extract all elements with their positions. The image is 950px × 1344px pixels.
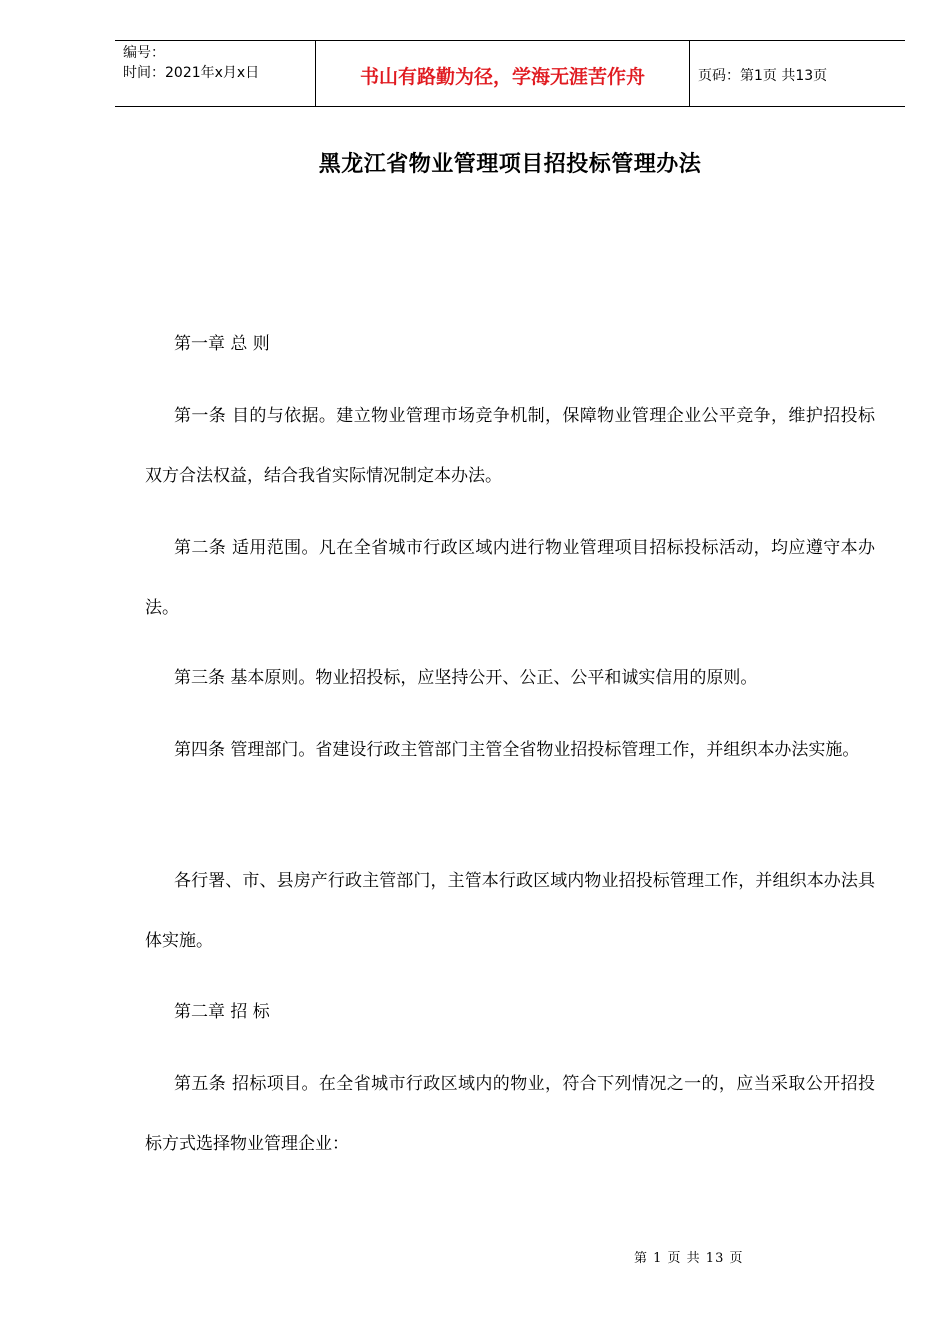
header-meta-cell — [115, 41, 316, 106]
article-paragraph: 各行署、市、县房产行政主管部门，主管本行政区域内物业招投标管理工作，并组织本办法具体实施。 — [145, 871, 875, 951]
article-paragraph: 第五条 招标项目。在全省城市行政区域内的物业，符合下列情况之一的，应当采取公开招投标方式选择物业管理企业： — [145, 1074, 875, 1154]
footer-page-number: 第 1 页 共 13 页 — [634, 1251, 744, 1266]
header-table — [115, 40, 905, 107]
article-paragraph: 第三条 基本原则。物业招投标，应坚持公开、公正、公平和诚实信用的原则。 — [174, 668, 758, 688]
header-motto: 书山有路勤为径，学海无涯苦作舟 — [316, 41, 690, 106]
chapter-heading: 第一章 总 则 — [174, 334, 270, 354]
time-label: 时间：2021年x月x日 — [123, 65, 260, 81]
article-paragraph: 第一条 目的与依据。建立物业管理市场竞争机制，保障物业管理企业公平竞争，维护招投标双方合法权益，结合我省实际情况制定本办法。 — [145, 406, 875, 486]
serial-number-label: 编号： — [123, 45, 165, 61]
chapter-heading: 第二章 招 标 — [174, 1002, 270, 1022]
header-page-info: 页码：第1页 共13页 — [698, 68, 828, 84]
article-paragraph: 第二条 适用范围。凡在全省城市行政区域内进行物业管理项目招标投标活动，均应遵守本办法。 — [145, 538, 875, 618]
document-title: 黑龙江省物业管理项目招投标管理办法 — [318, 152, 702, 177]
article-paragraph: 第四条 管理部门。省建设行政主管部门主管全省物业招投标管理工作，并组织本办法实施。 — [174, 740, 860, 760]
